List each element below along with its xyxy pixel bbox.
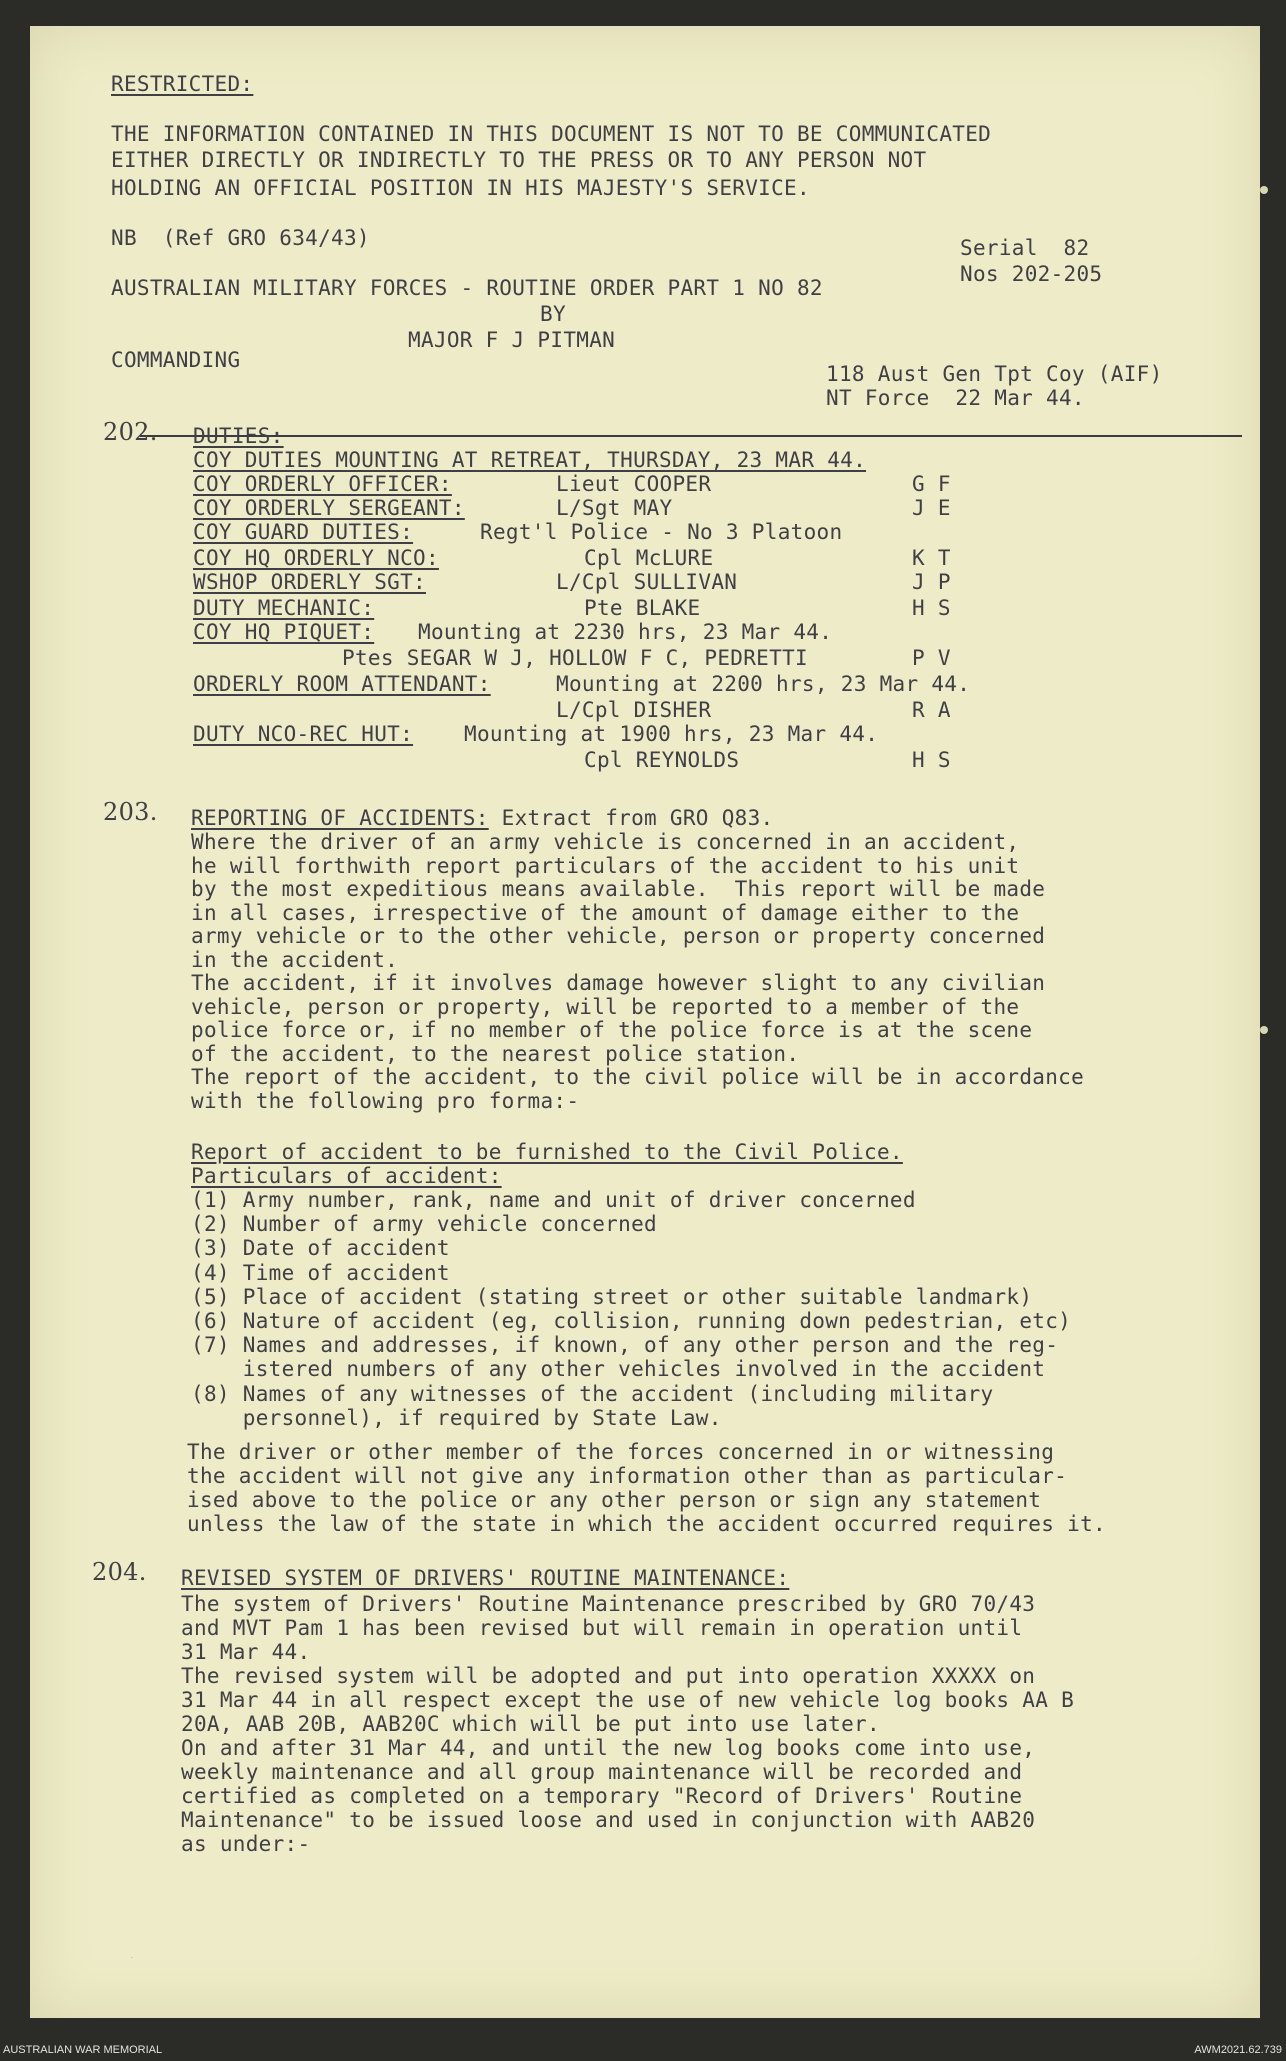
- duty-assignee: Mounting at 2230 hrs, 23 Mar 44.: [418, 620, 833, 644]
- particular-item: (7) Names and addresses, if known, of any other person and the reg-: [191, 1333, 1059, 1358]
- punch-hole: [1260, 1026, 1268, 1034]
- subheading: Particulars of accident:: [191, 1164, 502, 1188]
- order-title: AUSTRALIAN MILITARY FORCES - ROUTINE ORDER PART 1 NO 82: [111, 276, 823, 300]
- particular-item: (1) Army number, rank, name and unit of driver concerned: [191, 1188, 916, 1212]
- duty-label: COY GUARD DUTIES:: [193, 520, 414, 544]
- warning-line: EITHER DIRECTLY OR INDIRECTLY TO THE PRESS OR TO ANY PERSON NOT: [111, 148, 927, 172]
- paragraph-line: Maintenance" to be issued loose and used in conjunction with AAB20: [181, 1808, 1036, 1832]
- duty-code: H S: [912, 596, 951, 620]
- paragraph-line: the accident will not give any information other than as particular-: [187, 1464, 1068, 1488]
- footer-credit: AUSTRALIAN WAR MEMORIAL: [3, 2044, 163, 2056]
- paragraph-line: 31 Mar 44 in all respect except the use of new vehicle log books AA B: [181, 1688, 1075, 1712]
- paragraph-line: 31 Mar 44.: [181, 1640, 311, 1664]
- paragraph-line: The report of the accident, to the civil police will be in accordance: [191, 1065, 1085, 1089]
- paragraph-line: Where the driver of an army vehicle is concerned in an accident,: [191, 830, 1020, 854]
- duty-label: DUTY NCO-REC HUT:: [193, 722, 414, 746]
- paragraph-line: The accident, if it involves damage however slight to any civilian: [191, 971, 1046, 995]
- paragraph-line: On and after 31 Mar 44, and until the new log books come into use,: [181, 1736, 1036, 1760]
- particular-item: istered numbers of any other vehicles involved in the accident: [191, 1357, 1046, 1382]
- paragraph-line: and MVT Pam 1 has been revised but will remain in operation until: [181, 1616, 1023, 1640]
- duty-assignee: Lieut COOPER: [556, 472, 712, 496]
- particular-item: (4) Time of accident: [191, 1260, 450, 1285]
- duty-code: J E: [912, 496, 951, 520]
- paragraph-line: vehicle, person or property, will be reported to a member of the: [191, 994, 1020, 1019]
- paragraph-line: as under:-: [181, 1832, 311, 1856]
- duty-code: P V: [912, 646, 951, 670]
- duty-assignee: Regt'l Police - No 3 Platoon: [480, 520, 843, 544]
- paragraph-line: The revised system will be adopted and put into operation XXXXX on: [181, 1664, 1036, 1688]
- paragraph-line: by the most expeditious means available. This report will be made: [191, 877, 1046, 901]
- duty-label: ORDERLY ROOM ATTENDANT:: [193, 672, 491, 696]
- section-number: 203.: [103, 798, 158, 826]
- duty-assignee: Mounting at 2200 hrs, 23 Mar 44.: [556, 672, 971, 696]
- by-line: BY: [540, 302, 566, 326]
- restricted-label: RESTRICTED:: [111, 72, 254, 96]
- section-source: Extract from GRO Q83.: [501, 806, 774, 830]
- duty-assignee: Cpl REYNOLDS: [584, 748, 740, 772]
- paragraph-line: of the accident, to the nearest police station.: [191, 1041, 800, 1066]
- duty-assignee: L/Cpl DISHER: [556, 698, 712, 722]
- unit-name: 118 Aust Gen Tpt Coy (AIF): [826, 362, 1163, 386]
- duty-label: COY ORDERLY OFFICER:: [193, 472, 452, 496]
- duty-label: COY DUTIES MOUNTING AT RETREAT, THURSDAY, 23 MAR 44.: [193, 448, 867, 472]
- paragraph-line: in the accident.: [191, 947, 399, 972]
- paragraph-line: he will forthwith report particulars of the accident to his unit: [191, 853, 1020, 878]
- paragraph-line: with the following pro forma:-: [191, 1088, 580, 1113]
- duty-code: J P: [912, 570, 951, 594]
- duty-assignee: L/Sgt MAY: [556, 496, 673, 520]
- section-title: REPORTING OF ACCIDENTS:: [191, 806, 489, 830]
- paragraph-line: The driver or other member of the forces concerned in or witnessing: [187, 1440, 1055, 1464]
- section-number: 202.: [103, 418, 158, 446]
- duty-label: COY HQ PIQUET:: [193, 620, 375, 644]
- order-numbers: Nos 202-205: [960, 262, 1103, 286]
- particular-item: (2) Number of army vehicle concerned: [191, 1212, 657, 1237]
- duty-assignee: Ptes SEGAR W J, HOLLOW F C, PEDRETTI: [342, 646, 808, 670]
- duty-assignee: L/Cpl SULLIVAN: [556, 570, 738, 594]
- particular-item: (3) Date of accident: [191, 1236, 450, 1261]
- section-title: REVISED SYSTEM OF DRIVERS' ROUTINE MAINTENANCE:: [181, 1566, 790, 1590]
- duty-assignee: Mounting at 1900 hrs, 23 Mar 44.: [464, 722, 879, 746]
- paragraph-line: in all cases, irrespective of the amount of damage either to the: [191, 900, 1020, 925]
- paragraph-line: police force or, if no member of the police force is at the scene: [191, 1018, 1033, 1042]
- particular-item: (6) Nature of accident (eg, collision, running down pedestrian, etc): [191, 1309, 1072, 1333]
- section-title: DUTIES:: [193, 424, 284, 448]
- duty-label: WSHOP ORDERLY SGT:: [193, 570, 426, 594]
- particular-item: (8) Names of any witnesses of the accident (including military: [191, 1381, 994, 1406]
- particular-item: personnel), if required by State Law.: [191, 1405, 722, 1430]
- duty-label: DUTY MECHANIC:: [193, 596, 375, 620]
- warning-line: HOLDING AN OFFICIAL POSITION IN HIS MAJESTY'S SERVICE.: [111, 176, 810, 200]
- punch-hole: [1260, 186, 1268, 194]
- paragraph-line: weekly maintenance and all group maintenance will be recorded and: [181, 1760, 1023, 1784]
- duty-code: K T: [912, 546, 951, 570]
- paragraph-line: army vehicle or to the other vehicle, person or property concerned: [191, 924, 1046, 948]
- section-title-line: [191, 806, 773, 830]
- duty-label: COY HQ ORDERLY NCO:: [193, 546, 439, 570]
- duty-code: H S: [912, 748, 951, 772]
- particular-item: (5) Place of accident (stating street or other suitable landmark): [191, 1284, 1033, 1309]
- warning-line: THE INFORMATION CONTAINED IN THIS DOCUMENT IS NOT TO BE COMMUNICATED: [111, 122, 992, 146]
- duty-assignee: Cpl McLURE: [584, 546, 714, 570]
- header-divider: [140, 435, 1242, 437]
- duty-code: G F: [912, 472, 951, 496]
- commanding-label: COMMANDING: [111, 348, 241, 372]
- force-date: NT Force 22 Mar 44.: [826, 386, 1085, 410]
- paragraph-line: certified as completed on a temporary "Record of Drivers' Routine: [181, 1784, 1023, 1808]
- subheading: Report of accident to be furnished to the Civil Police.: [191, 1140, 903, 1164]
- duty-label: COY ORDERLY SERGEANT:: [193, 496, 465, 520]
- paragraph-line: ised above to the police or any other person or sign any statement: [187, 1488, 1042, 1512]
- paragraph-line: unless the law of the state in which the accident occurred requires it.: [187, 1512, 1106, 1536]
- duty-code: R A: [912, 698, 951, 722]
- reference-note: NB (Ref GRO 634/43): [111, 226, 370, 250]
- paragraph-line: 20A, AAB 20B, AAB20C which will be put into use later.: [181, 1712, 880, 1736]
- duty-assignee: Pte BLAKE: [584, 596, 701, 620]
- paragraph-line: The system of Drivers' Routine Maintenance prescribed by GRO 70/43: [181, 1592, 1036, 1616]
- serial-number: Serial 82: [960, 236, 1090, 260]
- section-number: 204.: [92, 1558, 147, 1586]
- faint-print-mark: ·: [130, 1952, 134, 1963]
- footer-accession: AWM2021.62.739: [1194, 2044, 1282, 2056]
- commanding-officer: MAJOR F J PITMAN: [408, 328, 616, 352]
